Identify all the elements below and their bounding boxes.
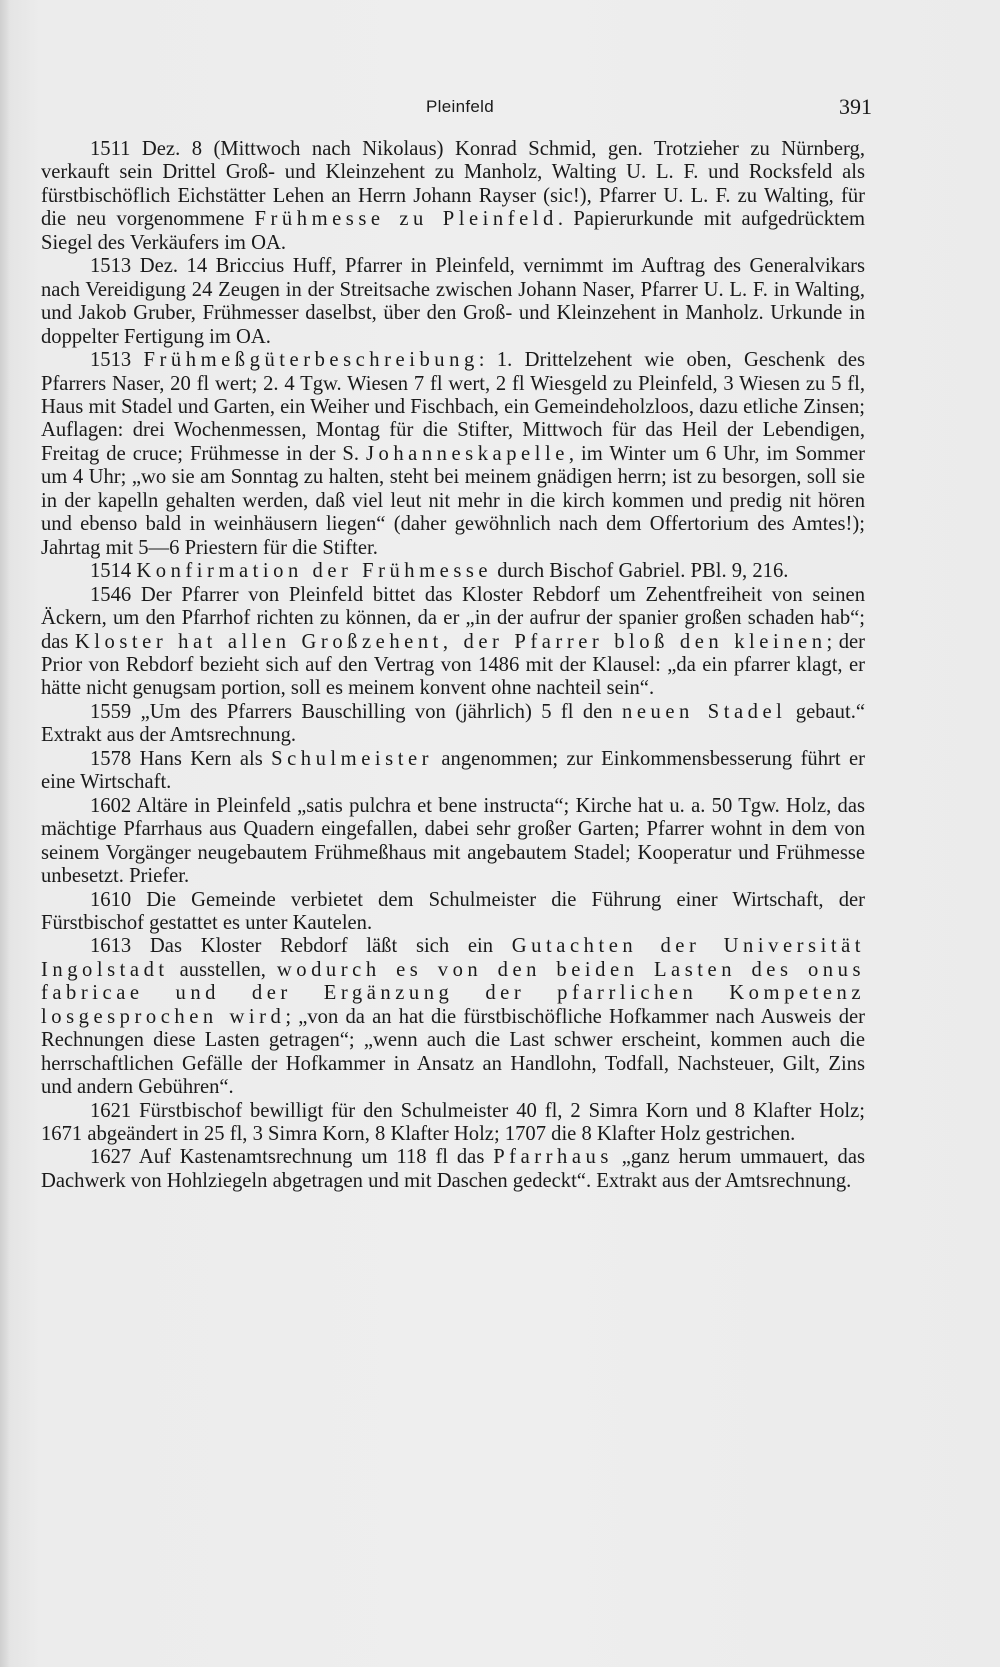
spaced-emphasis: Johanneskapelle — [365, 442, 569, 465]
spaced-emphasis: Pfarrhaus — [493, 1146, 613, 1169]
spaced-emphasis: Schulmeister — [271, 747, 434, 770]
spaced-emphasis: neuen Stadel — [621, 700, 787, 723]
text-run: 1511 Dez. 8 (Mittwoch nach Nikolaus) Konrad Schmid, gen. Trotzieher zu Nürnberg, verkauft sein Drittel Groß- und Kleinzehent zu Manholz, Walting U. L. F. und Rocksfeld als fürstbischöflich Eichstätter Lehen an Herrn Johann Rayser (sic!), Pfarrer U. L. F. zu Walting, für die neu vorgenommene — [41, 138, 865, 231]
spaced-emphasis: Frühmeßgüterbeschreibung — [143, 349, 479, 372]
text-run: „ganz herum ummauert, das Dachwerk von Hohlziegeln abgetragen und mit Daschen gedeckt“. Extrakt aus der Amtsrechnung. — [41, 1146, 866, 1192]
spaced-emphasis: wodurch es von den beiden Lasten des onus fabricae und der Ergänzung der pfarrlichen Kompetenz losgesprochen wird — [41, 958, 865, 1028]
text-run: , im Winter um 6 Uhr, im Sommer um 4 Uhr; „wo sie am Sonntag zu halten, steht bei meinem gnädigen herrn; ist zu besorgen, soll sie in der kapelln gehalten werden, daß viel leut nit mehr in die kirch kommen und predig nit hören und ebenso bald in weinhäusern liegen“ (daher gewöhnlich nach dem Offertorium des Amtes!); Jahrtag mit 5—6 Priestern für die Stifter. — [41, 442, 865, 559]
text-run: 1621 Fürstbischof bewilligt für den Schulmeister 40 fl, 2 Simra Korn und 8 Klafter Holz; 1671 abgeändert in 25 fl, 3 Simra Korn, 8 Klafter Holz; 1707 die 8 Klafter Holz gestrichen. — [41, 1099, 865, 1146]
text-run: 1610 Die Gemeinde verbietet dem Schulmeister die Führung einer Wirtschaft, der Fürstbischof gestattet es unter Kautelen. — [41, 888, 865, 934]
paragraph — [41, 255, 865, 349]
paragraph — [41, 701, 865, 748]
page-number: 391 — [839, 94, 872, 119]
text-run: : 1. Drittelzehent wie oben, Geschenk des Pfarrers Naser, 20 fl wert; 2. 4 Tgw. Wiesen 7 fl wert, 2 fl Wiesgeld zu Pleinfeld, 3 Wiesen zu 5 fl, Haus mit Stadel und Garten, ein Weiher und Fischbach, ein Gemeindeholzloos, dazu etliche Zinsen; Auflagen: drei Wochenmessen, Montag für die Stifter, Mittwoch für das Heil der Lebendigen, Freitag de cruce; Frühmesse in der S. — [41, 349, 865, 465]
paragraph — [41, 560, 865, 583]
paragraph — [41, 1146, 865, 1193]
paragraph — [41, 748, 865, 795]
text-run: 1559 „Um des Pfarrers Bauschilling von (jährlich) 5 fl den — [90, 700, 622, 723]
spaced-emphasis: Konfirmation der Frühmesse — [136, 560, 493, 583]
text-run: 1613 Das Kloster Rebdorf läßt sich ein — [90, 935, 512, 958]
spaced-emphasis: Gutachten der Universität Ingolstadt — [41, 935, 866, 981]
text-run: . Papierurkunde mit aufgedrücktem Siegel des Verkäufers im OA. — [41, 208, 865, 254]
text-run: 1602 Altäre in Pleinfeld „satis pulchra et bene instructa“; Kirche hat u. a. 50 Tgw. Holz, das mächtige Pfarrhaus aus Quadern eingefallen, dabei sehr großer Garten; Pfarrer wohnt in dem von seinem Vorgänger neugebautem Frühmeßhaus mit angebautem Stadel; Kooperatur und Frühmesse unbesetzt. Priefer. — [41, 794, 865, 888]
body-text — [41, 138, 865, 1193]
paragraph — [41, 138, 865, 255]
text-run: ; „von da an hat die fürstbischöfliche Hofkammer nach Ausweis der Rechnungen diese Lasten getragen“; „wenn auch die Last schwer erscheint, kommen auch die herrschaftlichen Gefälle der Hofkammer in Ansatz an Handlohn, Todfall, Nachsteuer, Gilt, Zins und andern Gebühren“. — [41, 1005, 865, 1099]
paragraph — [41, 795, 865, 889]
text-run: angenommen; zur Einkommensbesserung führt er eine Wirtschaft. — [41, 747, 865, 794]
paragraph — [41, 935, 865, 1099]
paragraph — [41, 349, 865, 560]
text-run: 1514 — [90, 560, 137, 583]
text-run: 1513 Dez. 14 Briccius Huff, Pfarrer in Pleinfeld, vernimmt im Auftrag des Generalvikars nach Vereidigung 24 Zeugen in der Streitsache zwischen Johann Naser, Pfarrer U. L. F. in Walting, und Jakob Gruber, Frühmesser daselbst, über den Groß- und Kleinzehent in Manholz. Urkunde in doppelter Fertigung im OA. — [41, 255, 865, 348]
text-run: gebaut.“ Extrakt aus der Amtsrechnung. — [41, 700, 865, 747]
paragraph — [41, 584, 865, 701]
text-run: 1627 Auf Kastenamtsrechnung um 118 fl das — [90, 1146, 494, 1169]
spaced-emphasis: Kloster hat allen Großzehent, der Pfarrer bloß den kleinen — [74, 630, 827, 653]
text-run: durch Bischof Gabriel. PBl. 9, 216. — [492, 560, 789, 583]
text-run: ausstellen, — [168, 958, 277, 981]
text-run: 1546 Der Pfarrer von Pleinfeld bittet das Kloster Rebdorf um Zehentfreiheit von seinen Äckern, um den Pfarrhof richten zu können, da er „in der aufrur der spanier großen schaden hab“; das — [41, 583, 865, 653]
text-run: 1513 — [90, 349, 144, 372]
running-head — [0, 94, 1000, 124]
text-run: 1578 Hans Kern als — [90, 747, 272, 770]
running-title: Pleinfeld — [426, 97, 494, 116]
paragraph — [41, 889, 865, 936]
paragraph — [41, 1100, 865, 1147]
spaced-emphasis: Frühmesse zu Pleinfeld — [254, 208, 558, 231]
text-run: ; der Prior von Rebdorf bezieht sich auf den Vertrag von 1486 mit der Klausel: „da ein pfarrer klagt, er hätte nicht genugsam portion, soll es meinem konvent ohne nachteil sein“. — [41, 630, 865, 700]
